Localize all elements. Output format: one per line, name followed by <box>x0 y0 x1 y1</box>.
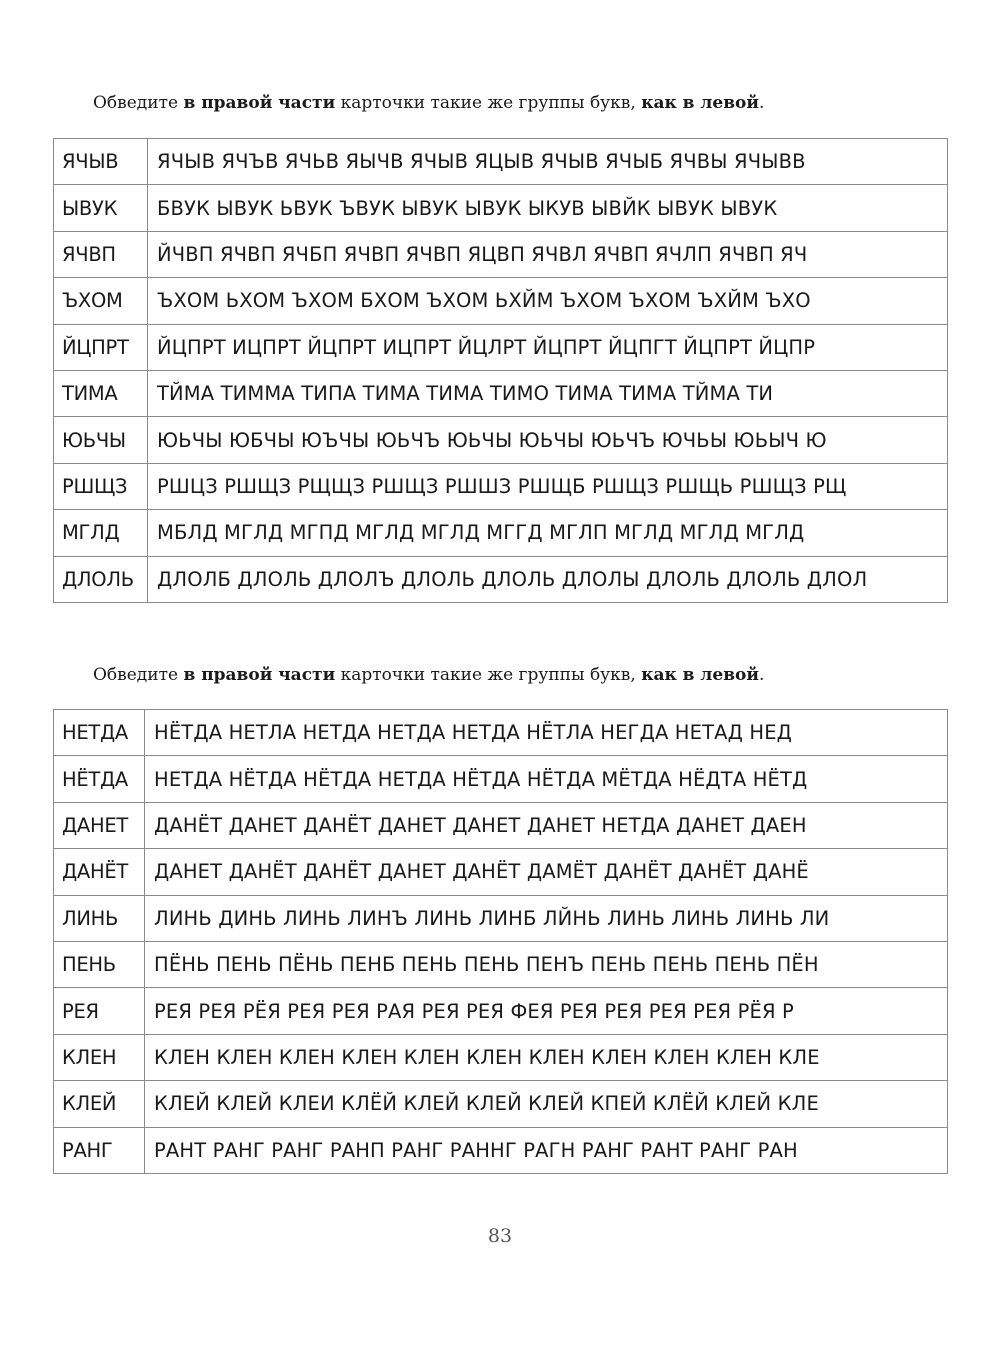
options-cell: ДАНЁТ ДАНЕТ ДАНЁТ ДАНЕТ ДАНЕТ ДАНЕТ НЕТДА ДАНЕТ ДАЕН <box>145 802 948 848</box>
table-row <box>54 510 948 556</box>
instruction-bold: как в левой <box>641 93 759 113</box>
options-cell: КЛЕЙ КЛЕЙ КЛЕИ КЛЁЙ КЛЕЙ КЛЕЙ КЛЕЙ КПЕЙ КЛЁЙ КЛЕЙ КЛЕ <box>145 1081 948 1127</box>
table-row <box>54 941 948 987</box>
sample-cell: ЯЧЫВ <box>54 139 148 185</box>
table-row <box>54 802 948 848</box>
table-row <box>54 278 948 324</box>
letter-card-2 <box>53 709 948 1174</box>
sample-cell: РШЩЗ <box>54 463 148 509</box>
sample-cell: НЕТДА <box>54 710 145 756</box>
table-row <box>54 556 948 602</box>
table-row <box>54 710 948 756</box>
options-cell: ЛИНЬ ДИНЬ ЛИНЬ ЛИНЪ ЛИНЬ ЛИНБ ЛЙНЬ ЛИНЬ ЛИНЬ ЛИНЬ ЛИ <box>145 895 948 941</box>
table-row <box>54 185 948 231</box>
sample-cell: РАНГ <box>54 1127 145 1173</box>
options-cell: ДЛОЛБ ДЛОЛЬ ДЛОЛЪ ДЛОЛЬ ДЛОЛЬ ДЛОЛЫ ДЛОЛЬ ДЛОЛЬ ДЛОЛ <box>148 556 948 602</box>
options-cell: НЕТДА НЁТДА НЁТДА НЕТДА НЁТДА НЁТДА МЁТДА НЁДТА НЁТД <box>145 756 948 802</box>
table-row <box>54 463 948 509</box>
instruction-part: . <box>758 665 765 685</box>
table-row <box>54 417 948 463</box>
sample-cell: ДЛОЛЬ <box>54 556 148 602</box>
instruction-part: Обведите <box>93 93 184 113</box>
sample-cell: ЛИНЬ <box>54 895 145 941</box>
instruction-part: карточки такие же группы букв, <box>335 93 642 113</box>
instruction-bold: в правой части <box>183 93 336 113</box>
options-cell: ТЙМА ТИММА ТИПА ТИМА ТИМА ТИМО ТИМА ТИМА ТЙМА ТИ <box>148 370 948 416</box>
sample-cell: НЁТДА <box>54 756 145 802</box>
sample-cell: ЫВУК <box>54 185 148 231</box>
sample-cell: ЮЬЧЫ <box>54 417 148 463</box>
sample-cell: ЙЦПРТ <box>54 324 148 370</box>
options-cell: ЙЦПРТ ИЦПРТ ЙЦПРТ ИЦПРТ ЙЦЛРТ ЙЦПРТ ЙЦПГТ ЙЦПРТ ЙЦПР <box>148 324 948 370</box>
card-body <box>54 710 948 1174</box>
page-number: 83 <box>487 1225 513 1247</box>
options-cell: ЪХОМ ЬХОМ ЪХОМ БХОМ ЪХОМ ЬХЙМ ЪХОМ ЪХОМ ЪХЙМ ЪХО <box>148 278 948 324</box>
options-cell: БВУК ЫВУК ЬВУК ЪВУК ЫВУК ЫВУК ЫКУВ ЫВЙК ЫВУК ЫВУК <box>148 185 948 231</box>
options-cell: РЕЯ РЕЯ РЁЯ РЕЯ РЕЯ РАЯ РЕЯ РЕЯ ФЕЯ РЕЯ РЕЯ РЕЯ РЕЯ РЁЯ Р <box>145 988 948 1034</box>
sample-cell: ДАНЁТ <box>54 849 145 895</box>
table-row <box>54 324 948 370</box>
options-cell: ЮЬЧЫ ЮБЧЫ ЮЪЧЫ ЮЬЧЪ ЮЬЧЫ ЮЬЧЫ ЮЬЧЪ ЮЧЬЫ ЮЬЫЧ Ю <box>148 417 948 463</box>
sample-cell: КЛЕН <box>54 1034 145 1080</box>
table-row <box>54 231 948 277</box>
table-row <box>54 1034 948 1080</box>
letter-card-1 <box>53 138 948 603</box>
instruction-text <box>93 665 764 685</box>
sample-cell: ЯЧВП <box>54 231 148 277</box>
options-cell: МБЛД МГЛД МГПД МГЛД МГЛД МГГД МГЛП МГЛД МГЛД МГЛД <box>148 510 948 556</box>
options-cell: РШЦЗ РШЩЗ РЩЩЗ РШЩЗ РШШЗ РШЩБ РШЩЗ РШЩЬ РШЩЗ РЩ <box>148 463 948 509</box>
options-cell: НЁТДА НЕТЛА НЕТДА НЕТДА НЕТДА НЁТЛА НЕГДА НЕТАД НЕД <box>145 710 948 756</box>
table-row <box>54 988 948 1034</box>
options-cell: ЙЧВП ЯЧВП ЯЧБП ЯЧВП ЯЧВП ЯЦВП ЯЧВЛ ЯЧВП ЯЧЛП ЯЧВП ЯЧ <box>148 231 948 277</box>
instruction-part: Обведите <box>93 665 184 685</box>
table-row <box>54 895 948 941</box>
instruction-text <box>93 93 764 113</box>
options-cell: ПЁНЬ ПЕНЬ ПЁНЬ ПЕНБ ПЕНЬ ПЕНЬ ПЕНЪ ПЕНЬ ПЕНЬ ПЕНЬ ПЁН <box>145 941 948 987</box>
sample-cell: ЪХОМ <box>54 278 148 324</box>
sample-cell: РЕЯ <box>54 988 145 1034</box>
table-row <box>54 1081 948 1127</box>
options-cell: ДАНЕТ ДАНЁТ ДАНЁТ ДАНЕТ ДАНЁТ ДАМЁТ ДАНЁТ ДАНЁТ ДАНЁ <box>145 849 948 895</box>
options-cell: КЛЕН КЛЕН КЛЕН КЛЕН КЛЕН КЛЕН КЛЕН КЛЕН КЛЕН КЛЕН КЛЕ <box>145 1034 948 1080</box>
sample-cell: МГЛД <box>54 510 148 556</box>
options-cell: РАНТ РАНГ РАНГ РАНП РАНГ РАННГ РАГН РАНГ РАНТ РАНГ РАН <box>145 1127 948 1173</box>
sample-cell: КЛЕЙ <box>54 1081 145 1127</box>
sample-cell: ТИМА <box>54 370 148 416</box>
sample-cell: ДАНЕТ <box>54 802 145 848</box>
table-row <box>54 139 948 185</box>
options-cell: ЯЧЫВ ЯЧЪВ ЯЧЬВ ЯЫЧВ ЯЧЫВ ЯЦЫВ ЯЧЫВ ЯЧЫБ ЯЧВЫ ЯЧЫВВ <box>148 139 948 185</box>
table-row <box>54 370 948 416</box>
instruction-bold: как в левой <box>641 665 759 685</box>
table-row <box>54 1127 948 1173</box>
table-row <box>54 849 948 895</box>
card-body <box>54 139 948 603</box>
instruction-part: карточки такие же группы букв, <box>335 665 642 685</box>
instruction-bold: в правой части <box>183 665 336 685</box>
sample-cell: ПЕНЬ <box>54 941 145 987</box>
table-row <box>54 756 948 802</box>
instruction-part: . <box>758 93 765 113</box>
